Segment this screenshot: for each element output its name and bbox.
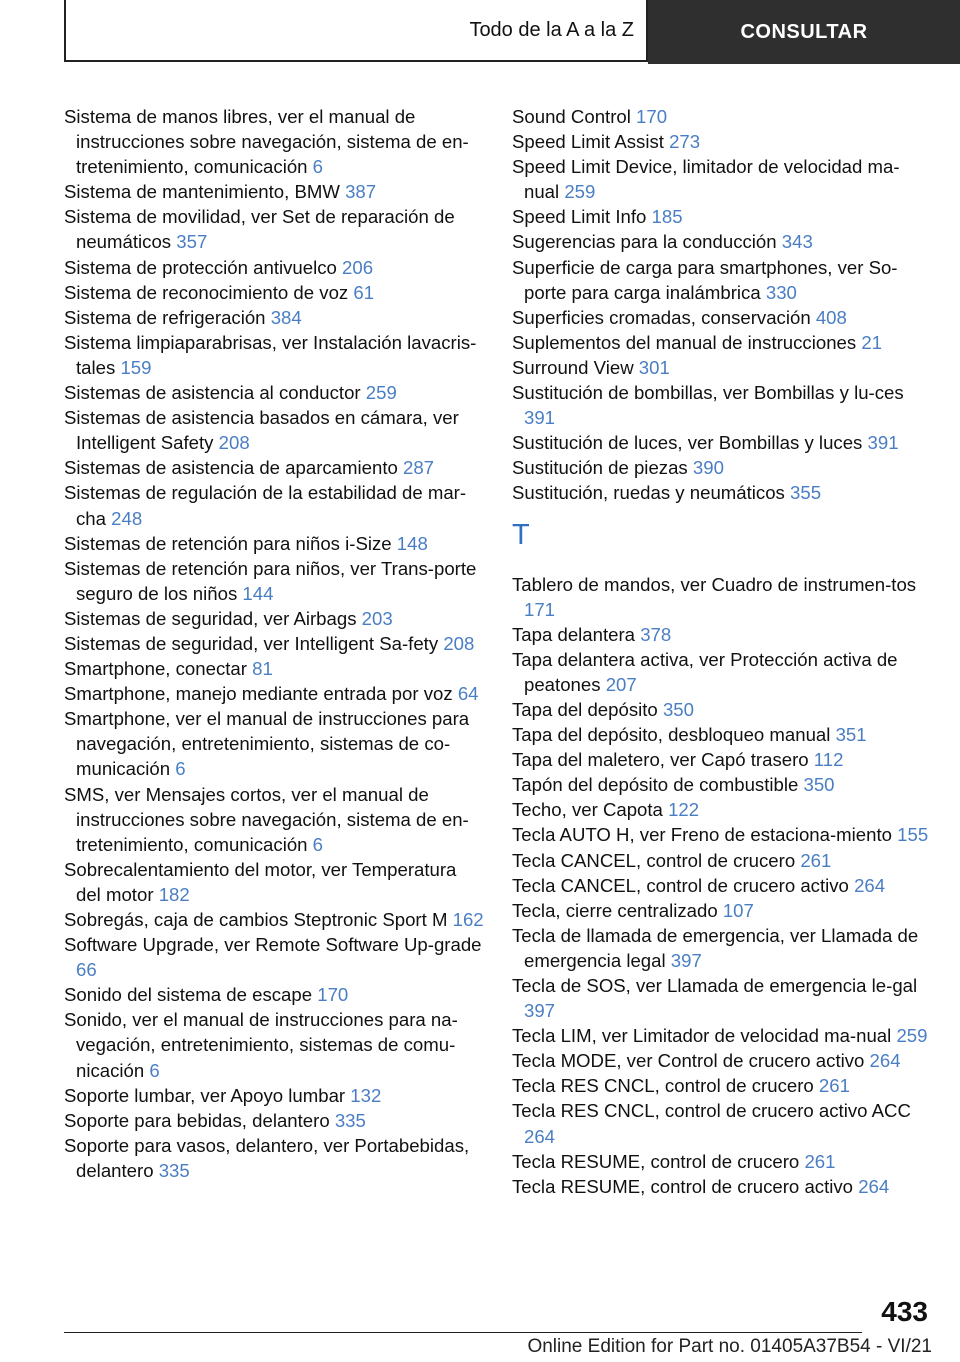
index-entry: [512, 129, 932, 154]
page-reference-link[interactable]: 259: [564, 181, 596, 203]
index-entry: [512, 355, 932, 380]
page-reference-link[interactable]: 81: [252, 658, 273, 680]
index-entry: [64, 330, 484, 380]
index-entry: [512, 797, 932, 822]
page-reference-link[interactable]: 261: [800, 849, 832, 871]
index-entry: [512, 380, 932, 430]
index-entry: [64, 606, 484, 631]
index-entry: [64, 631, 484, 656]
index-entry: [64, 531, 484, 556]
index-entry-text: Tablero de mandos, ver Cuadro de instrumen-tos: [512, 573, 917, 595]
index-entry: [64, 1108, 484, 1133]
index-entry: [64, 556, 484, 606]
page-reference-link[interactable]: 378: [640, 623, 672, 645]
index-entry-text: SMS, ver Mensajes cortos, ver el manual de instrucciones sobre navegación, sistema de en-tretenimiento, comunicación: [64, 783, 469, 855]
section-label: Todo de la A a la Z: [469, 18, 634, 41]
page-reference-link[interactable]: 264: [858, 1175, 890, 1197]
page-reference-link[interactable]: 391: [867, 432, 899, 454]
index-entry: [64, 1083, 484, 1108]
page-reference-link[interactable]: 261: [804, 1150, 836, 1172]
index-entry-text: Sistemas de asistencia al conductor: [64, 382, 366, 404]
index-column-right: [512, 104, 932, 1199]
index-entry-text: Superficie de carga para smartphones, ver So-porte para carga inalámbrica: [512, 256, 898, 303]
page-reference-link[interactable]: 132: [350, 1084, 382, 1106]
page-reference-link[interactable]: 384: [270, 306, 302, 328]
page-reference-link[interactable]: 6: [175, 758, 186, 780]
index-group-s: [512, 104, 932, 506]
index-entry-text: Sustitución de piezas: [512, 457, 693, 479]
page-reference-link[interactable]: 112: [813, 749, 844, 771]
page-number: 433: [881, 1296, 928, 1327]
section-tab[interactable]: [64, 0, 648, 62]
index-entry: [64, 932, 484, 982]
page-reference-link[interactable]: 64: [457, 683, 479, 705]
page-reference-link[interactable]: 397: [670, 949, 702, 971]
index-entry: [512, 330, 932, 355]
index-entry-text: Speed Limit Info: [512, 206, 652, 228]
index-entry: [512, 747, 932, 772]
index-entry: [512, 647, 932, 697]
page-reference-link[interactable]: 159: [120, 356, 152, 378]
index-entry-text: Tapa del maletero, ver Capó trasero: [512, 749, 814, 771]
index-entry: [64, 480, 484, 530]
index-entry: [512, 229, 932, 254]
page-reference-link[interactable]: 170: [636, 106, 668, 127]
page-reference-link[interactable]: 357: [176, 231, 208, 253]
index-entry: [512, 572, 932, 622]
index-entry-text: Tecla CANCEL, control de crucero: [512, 849, 801, 871]
index-entry: [64, 405, 484, 455]
index-entry-text: Sistema de movilidad, ver Set de reparación de neumáticos: [64, 206, 455, 253]
page-reference-link[interactable]: 287: [403, 457, 435, 479]
index-entry: [512, 1073, 932, 1098]
page-reference-link[interactable]: 343: [781, 231, 813, 253]
index-entry: [512, 1149, 932, 1174]
index-entry-text: Soporte para bebidas, delantero: [64, 1109, 335, 1131]
index-entry: [64, 656, 484, 681]
index-entry: [64, 1133, 484, 1183]
index-entry-text: Tecla CANCEL, control de crucero activo: [512, 874, 855, 896]
index-entry: [512, 973, 932, 1023]
page-reference-link[interactable]: 248: [111, 507, 143, 529]
page-reference-link[interactable]: 208: [218, 432, 250, 454]
page-reference-link[interactable]: 208: [443, 632, 475, 654]
page-reference-link[interactable]: 203: [361, 607, 393, 629]
page-reference-link[interactable]: 387: [345, 181, 377, 203]
footer-divider: [64, 1332, 862, 1333]
page-reference-link[interactable]: 264: [869, 1050, 901, 1072]
index-entry-text: Sonido, ver el manual de instrucciones para na-vegación, entretenimiento, sistemas de comu-nicación: [64, 1009, 458, 1081]
index-entry-text: Soporte lumbar, ver Apoyo lumbar: [64, 1084, 351, 1106]
index-entry-text: Sobregás, caja de cambios Steptronic Sport M: [64, 909, 453, 930]
index-entry: [64, 255, 484, 280]
page-reference-link[interactable]: 148: [396, 532, 428, 554]
index-entry: [64, 982, 484, 1007]
index-entry: [512, 455, 932, 480]
page-reference-link[interactable]: 350: [803, 774, 835, 796]
index-entry-text: Speed Limit Assist: [512, 131, 670, 153]
index-entry: [512, 697, 932, 722]
index-entry: [512, 722, 932, 747]
index-entry-text: Sistemas de retención para niños i-Size: [64, 532, 397, 554]
index-entry: [64, 380, 484, 405]
page-reference-link[interactable]: 261: [818, 1075, 850, 1097]
page-reference-link[interactable]: 107: [722, 899, 754, 921]
page-reference-link[interactable]: 6: [312, 833, 324, 855]
index-entry-text: Tecla LIM, ver Limitador de velocidad ma-nual: [512, 1025, 897, 1047]
consult-tab[interactable]: [648, 0, 960, 64]
index-entry: [512, 154, 932, 204]
index-entry-text: Tecla RESUME, control de crucero activo: [512, 1175, 859, 1197]
index-entry-text: Tapa delantera: [512, 623, 641, 645]
page-reference-link[interactable]: 144: [242, 582, 274, 604]
page-reference-link[interactable]: 122: [668, 799, 700, 821]
index-entry-text: Sound Control: [512, 106, 637, 127]
index-entry: [64, 280, 484, 305]
page-reference-link[interactable]: 351: [835, 724, 867, 746]
index-entry-text: Tapa del depósito, desbloqueo manual: [512, 724, 836, 746]
index-entry: [64, 305, 484, 330]
index-entry: [512, 255, 932, 305]
index-entry: [512, 772, 932, 797]
index-entry: [64, 681, 484, 706]
index-entry-text: Sistema de mantenimiento, BMW: [64, 181, 346, 203]
consult-tab-label: CONSULTAR: [740, 20, 868, 43]
index-entry-text: Sistema de manos libres, ver el manual de instrucciones sobre navegación, sistema de en-tretenimiento, comunicación: [64, 106, 469, 178]
index-entry-text: Sistemas de asistencia basados en cámara, ver Intelligent Safety: [64, 407, 459, 454]
index-entry-text: Surround View: [512, 356, 639, 378]
page-reference-link[interactable]: 182: [158, 883, 190, 905]
page-reference-link[interactable]: 155: [897, 824, 929, 846]
index-entry: [512, 873, 932, 898]
page-reference-link[interactable]: 335: [158, 1159, 190, 1181]
index-entry-text: Superficies cromadas, conservación: [512, 306, 816, 328]
index-entry-text: Smartphone, ver el manual de instrucciones para navegación, entretenimiento, sistemas de co-municación: [64, 708, 470, 780]
index-entry-text: Sistema de refrigeración: [64, 306, 271, 328]
index-entry-text: Sobrecalentamiento del motor, ver Temperatura del motor: [64, 858, 457, 905]
page-reference-link[interactable]: 330: [765, 281, 797, 303]
page-reference-link[interactable]: 273: [669, 131, 701, 153]
page-reference-link[interactable]: 259: [365, 382, 397, 404]
index-entry-text: Tecla RESUME, control de crucero: [512, 1150, 805, 1172]
index-entry: [512, 898, 932, 923]
index-entry: [64, 179, 484, 204]
page-reference-link[interactable]: 171: [524, 598, 556, 620]
index-entry-text: Sugerencias para la conducción: [512, 231, 782, 253]
page-reference-link[interactable]: 390: [692, 457, 724, 479]
index-entry: [512, 1023, 932, 1048]
index-entry-text: Sistemas de retención para niños, ver Trans-porte seguro de los niños: [64, 557, 477, 604]
index-entry: [512, 204, 932, 229]
page-reference-link[interactable]: 207: [605, 673, 637, 695]
index-entry-text: Tecla RES CNCL, control de crucero: [512, 1075, 819, 1097]
index-entry-text: Sistema de reconocimiento de voz: [64, 281, 354, 303]
index-entry-text: Tecla de llamada de emergencia, ver Llamada de emergencia legal: [512, 924, 919, 971]
page-reference-link[interactable]: 21: [861, 331, 883, 353]
index-entry: [512, 1098, 932, 1148]
index-entry-text: Techo, ver Capota: [512, 799, 669, 821]
page-reference-link[interactable]: 162: [452, 909, 484, 930]
index-entry-text: Sistema de protección antivuelco: [64, 256, 343, 278]
index-entry-text: Tecla RES CNCL, control de crucero activo ACC: [512, 1100, 911, 1122]
index-entry: [64, 104, 484, 179]
index-entry: [512, 848, 932, 873]
page-reference-link[interactable]: 408: [815, 306, 847, 328]
index-entry-text: Sustitución de bombillas, ver Bombillas y lu-ces: [512, 382, 904, 404]
index-entry: [512, 822, 932, 847]
index-entry: [64, 782, 484, 857]
index-entry-text: Sistemas de asistencia de aparcamiento: [64, 457, 403, 479]
index-entry: [64, 706, 484, 781]
index-entry: [512, 480, 932, 505]
page-reference-link[interactable]: 66: [76, 959, 97, 981]
index-entry-text: Tecla, cierre centralizado: [512, 899, 723, 921]
index-entry-text: Suplementos del manual de instrucciones: [512, 331, 862, 353]
page-reference-link[interactable]: 350: [662, 698, 694, 720]
index-entry-text: Tecla MODE, ver Control de crucero activo: [512, 1050, 870, 1072]
page-reference-link[interactable]: 259: [896, 1025, 928, 1047]
index-entry-text: Speed Limit Device, limitador de velocidad ma-nual: [512, 156, 900, 203]
index-entry-text: Sistemas de seguridad, ver Intelligent Sa-fety: [64, 632, 444, 654]
index-entry-text: Sistema limpiaparabrisas, ver Instalación lavacris-tales: [64, 331, 477, 378]
index-entry-text: Tapón del depósito de combustible: [512, 774, 804, 796]
index-group-t: [512, 572, 932, 1199]
page-reference-link[interactable]: 6: [312, 156, 324, 178]
index-column-left: [64, 104, 484, 1183]
index-entry: [512, 622, 932, 647]
page-reference-link[interactable]: 61: [353, 281, 375, 303]
index-entry: [64, 1007, 484, 1082]
index-entry: [512, 1174, 932, 1199]
index-entry: [512, 305, 932, 330]
index-entry-text: Software Upgrade, ver Remote Software Up-grade: [64, 934, 482, 956]
index-entry-text: Sistemas de seguridad, ver Airbags: [64, 607, 362, 629]
page-reference-link[interactable]: 397: [524, 1000, 556, 1022]
index-entry: [64, 907, 484, 932]
index-entry: [64, 857, 484, 907]
index-entry: [64, 455, 484, 480]
index-entry-text: Sustitución, ruedas y neumáticos: [512, 482, 791, 504]
index-entry-text: Smartphone, manejo mediante entrada por voz: [64, 683, 458, 705]
page-reference-link[interactable]: 185: [651, 206, 683, 228]
index-entry: [64, 204, 484, 254]
section-letter: T: [512, 518, 530, 551]
page-reference-link[interactable]: 335: [334, 1109, 366, 1131]
index-entry-text: Sistemas de regulación de la estabilidad de mar-cha: [64, 482, 467, 529]
index-entry-text: Tecla AUTO H, ver Freno de estaciona-miento: [512, 824, 898, 846]
page-reference-link[interactable]: 206: [342, 256, 374, 278]
footer-edition: Online Edition for Part no. 01405A37B54 - VI/21: [527, 1336, 932, 1357]
index-entry: [512, 1048, 932, 1073]
index-entry-text: Tapa delantera activa, ver Protección activa de peatones: [512, 648, 898, 695]
index-entry-text: Sustitución de luces, ver Bombillas y luces: [512, 432, 868, 454]
page-reference-link[interactable]: 170: [317, 984, 349, 1006]
page-reference-link[interactable]: 264: [524, 1125, 556, 1147]
page-reference-link[interactable]: 301: [638, 356, 670, 378]
index-entry-text: Smartphone, conectar: [64, 658, 253, 680]
index-entry: [512, 104, 932, 129]
index-entry-text: Tecla de SOS, ver Llamada de emergencia le-gal: [512, 975, 918, 996]
index-entry-text: Soporte para vasos, delantero, ver Portabebidas, delantero: [64, 1134, 470, 1181]
index-entry-text: Tapa del depósito: [512, 698, 663, 720]
page-reference-link[interactable]: 355: [790, 482, 822, 504]
page-header: [64, 0, 960, 64]
index-entry-text: Sonido del sistema de escape: [64, 984, 318, 1006]
page-reference-link[interactable]: 6: [149, 1059, 160, 1081]
page-reference-link[interactable]: 264: [854, 874, 886, 896]
index-entry: [512, 430, 932, 455]
index-entry: [512, 923, 932, 973]
page-reference-link[interactable]: 391: [524, 407, 556, 429]
